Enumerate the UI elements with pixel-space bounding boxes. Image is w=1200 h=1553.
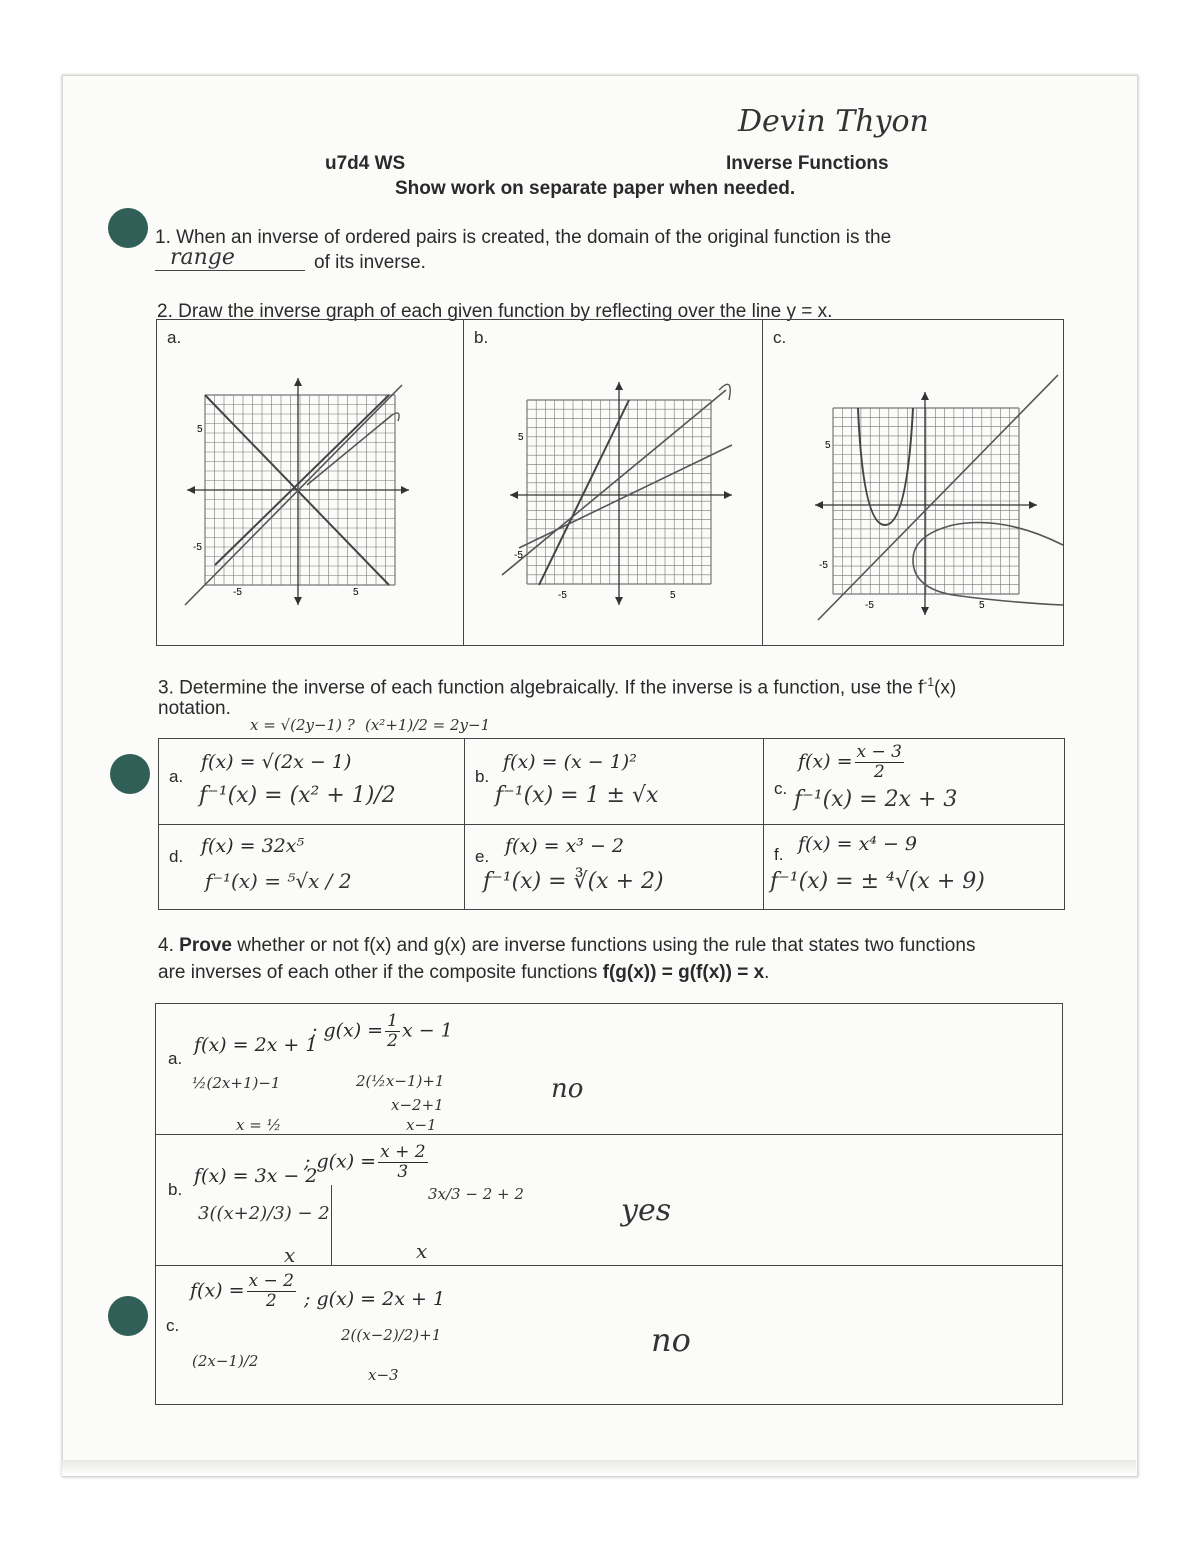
g-function: ; g(x) = 2x + 1 <box>304 1288 446 1310</box>
handwritten-work: ½(2x+1)−1 <box>192 1074 281 1092</box>
graph-a <box>157 320 463 645</box>
numerator: 1 <box>387 1011 398 1031</box>
q4-bold-word: Prove <box>179 935 232 956</box>
f-lhs: f(x) = <box>190 1279 245 1302</box>
q4-period: . <box>764 962 770 983</box>
handwritten-work: x <box>284 1243 296 1267</box>
cell-letter: a. <box>168 1049 183 1068</box>
given-function: f(x) = x³ − 2 <box>505 835 624 857</box>
tick-label: 5 <box>670 590 676 601</box>
inverse-answer: f⁻¹(x) = ± ⁴√(x + 9) <box>770 869 985 894</box>
cell-letter: b. <box>168 1180 183 1199</box>
cell-letter: f. <box>774 845 784 864</box>
fraction <box>378 1143 427 1182</box>
worksheet-title: Inverse Functions <box>726 153 889 174</box>
given-function: f(x) = x⁴ − 9 <box>798 833 917 855</box>
q3-table <box>158 738 1065 910</box>
tick-label: 5 <box>979 600 985 611</box>
q4-prompt-text: are inverses of each other if the composite functions <box>158 962 598 983</box>
tick-label: 5 <box>518 432 524 443</box>
given-function <box>798 743 906 782</box>
handwritten-work: x = ½ <box>236 1116 282 1134</box>
cell-letter: d. <box>169 847 184 866</box>
punch-hole <box>108 208 148 248</box>
inverse-answer: f⁻¹(x) = ∛(x + 2) <box>483 869 664 894</box>
inverse-answer: f⁻¹(x) = (x² + 1)/2 <box>199 783 396 808</box>
reflection-line <box>818 375 1058 620</box>
q4-row-b <box>156 1135 1063 1266</box>
handwritten-work: x−3 <box>368 1366 399 1384</box>
q1-answer: range <box>170 245 235 270</box>
graph-cell-c <box>763 320 1064 646</box>
worksheet-id: u7d4 WS <box>325 153 406 174</box>
q2-graph-table <box>156 319 1064 646</box>
graph-c <box>763 320 1063 645</box>
given-curve <box>858 408 913 525</box>
handwritten-work: x−1 <box>406 1116 437 1134</box>
tick-label: -5 <box>233 587 242 598</box>
student-name: Devin Thyon <box>738 104 929 139</box>
function-lhs: f(x) = <box>798 750 853 773</box>
numerator: x − 3 <box>856 742 903 762</box>
paper-edge <box>62 1460 1136 1476</box>
tick-label: -5 <box>865 600 874 611</box>
cell-letter: e. <box>475 847 490 866</box>
denominator: 2 <box>265 1291 277 1311</box>
graph-paper-grid <box>833 408 1019 594</box>
q4-prompt <box>158 933 975 958</box>
handwritten-work: 2((x−2)/2)+1 <box>341 1326 442 1344</box>
q4-row-a <box>156 1004 1063 1135</box>
handwritten-work: 3((x+2)/3) − 2 <box>198 1203 330 1224</box>
cell-letter: a. <box>169 767 184 786</box>
g-lhs: ; g(x) = <box>311 1019 384 1042</box>
punch-hole <box>108 1296 148 1336</box>
cell-letter: b. <box>475 767 490 786</box>
q1-text: 1. When an inverse of ordered pairs is created, the domain of the original function is the <box>155 227 892 248</box>
instructions: Show work on separate paper when needed. <box>395 178 796 199</box>
verdict: no <box>651 1321 691 1359</box>
verdict: yes <box>621 1193 672 1228</box>
numerator: x + 2 <box>380 1142 426 1162</box>
q3-cell-f <box>764 825 1065 910</box>
handwritten-work: x−2+1 <box>391 1096 444 1114</box>
handwritten-work: x <box>416 1239 428 1263</box>
punch-hole <box>110 754 150 794</box>
graph-cell-a <box>157 320 464 646</box>
q3-cell-b <box>465 739 764 825</box>
denominator: 3 <box>397 1162 409 1182</box>
handwritten-work: 3x/3 − 2 + 2 <box>428 1185 524 1203</box>
q4-row-c <box>156 1266 1063 1405</box>
inverse-line <box>307 415 392 485</box>
tick-label: 5 <box>825 440 831 451</box>
f-function: f(x) = 2x + 1 <box>194 1034 318 1056</box>
q3-superscript: -1 <box>923 675 935 689</box>
q1-blank-line <box>155 270 305 271</box>
q4-table <box>155 1003 1063 1405</box>
q4-prompt-text: whether or not f(x) and g(x) are inverse functions using the rule that states two functions <box>237 935 976 956</box>
q4-number: 4. <box>158 935 174 956</box>
f-function: f(x) = 3x − 2 <box>194 1165 318 1187</box>
given-function: f(x) = 32x⁵ <box>201 835 305 857</box>
inverse-answer: f⁻¹(x) = 2x + 3 <box>794 787 958 812</box>
given-line <box>215 395 389 565</box>
work-divider <box>331 1185 332 1265</box>
scratch-work: x = √(2y−1) ? <box>250 716 355 734</box>
graph-cell-b <box>464 320 763 646</box>
cell-letter: c. <box>773 328 787 347</box>
fraction <box>385 1012 400 1051</box>
handwritten-work: 2(½x−1)+1 <box>356 1072 445 1090</box>
q3-cell-c <box>764 739 1065 825</box>
q4-rule: f(g(x)) = g(f(x)) = x <box>602 962 765 983</box>
q3-cell-d <box>159 825 465 910</box>
tick-label: -5 <box>193 542 202 553</box>
q4-prompt-line2 <box>158 960 769 985</box>
cell-letter: a. <box>167 328 182 347</box>
reflection-line <box>185 385 402 605</box>
q3-prompt-tail: (x) <box>934 677 957 699</box>
q3-cell-e <box>465 825 764 910</box>
numerator: x − 2 <box>248 1271 295 1291</box>
handwritten-work: (2x−1)/2 <box>192 1352 259 1370</box>
inverse-line <box>519 445 732 548</box>
q3-cell-a <box>159 739 465 825</box>
cell-letter: c. <box>774 779 788 798</box>
fraction <box>247 1272 296 1311</box>
q3-prompt <box>158 670 956 700</box>
graph-b <box>464 320 762 645</box>
given-function: f(x) = (x − 1)² <box>503 751 637 773</box>
denominator: 2 <box>387 1031 398 1051</box>
tick-label: 5 <box>197 424 203 435</box>
g-function <box>311 1012 453 1051</box>
q1-text-after: of its inverse. <box>314 252 426 273</box>
denominator: 2 <box>873 762 885 782</box>
q3-prompt-text: 3. Determine the inverse of each function algebraically. If the inverse is a function, use the f <box>158 677 924 699</box>
tick-label: 5 <box>353 587 359 598</box>
given-function: f(x) = √(2x − 1) <box>201 751 352 773</box>
inverse-answer: f⁻¹(x) = 1 ± √x <box>495 783 659 808</box>
cell-letter: c. <box>166 1316 180 1335</box>
tick-label: -5 <box>558 590 567 601</box>
q3-prompt-line2: notation. <box>158 698 231 719</box>
f-function <box>190 1272 298 1311</box>
g-function <box>304 1143 430 1182</box>
tick-label: -5 <box>819 560 828 571</box>
inverse-answer: f⁻¹(x) = ⁵√x / 2 <box>205 869 352 893</box>
scratch-work: (x²+1)/2 = 2y−1 <box>365 716 491 734</box>
cell-letter: b. <box>474 328 489 347</box>
fraction <box>855 743 904 782</box>
q2-prompt: 2. Draw the inverse graph of each given function by reflecting over the line y = x. <box>157 301 833 322</box>
g-lhs: ; g(x) = <box>304 1150 377 1173</box>
verdict: no <box>551 1074 584 1104</box>
tick-label: -5 <box>514 550 523 561</box>
g-tail: x − 1 <box>401 1019 453 1042</box>
